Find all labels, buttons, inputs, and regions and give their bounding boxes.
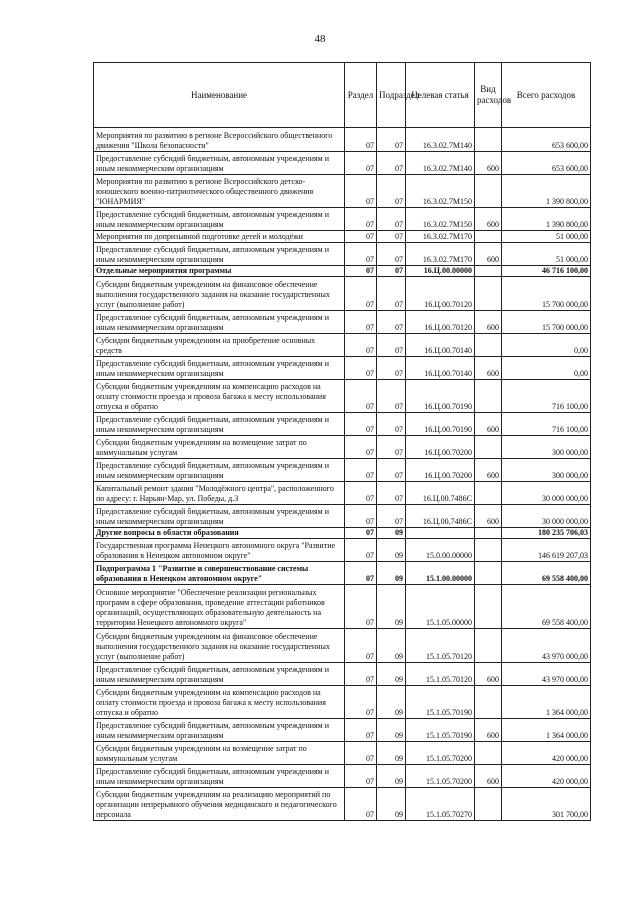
row-vid: 600 (475, 719, 502, 742)
row-name: Предоставление субсидий бюджетным, автономным учреждениям и иным некоммерческим организациям (94, 663, 345, 686)
row-amount: 46 716 100,00 (502, 266, 591, 277)
row-name: Предоставление субсидий бюджетным, автономным учреждениям и иным некоммерческим организациям (94, 413, 345, 436)
table-row (94, 128, 591, 152)
row-vid: 600 (475, 663, 502, 686)
table-row (94, 208, 591, 231)
row-razdel: 07 (345, 128, 377, 152)
row-tselevaya: 16.Ц.00.7486С (406, 482, 475, 505)
row-podrazdel: 09 (377, 585, 406, 629)
row-tselevaya: 16.3.02.7М150 (406, 175, 475, 208)
table-row (94, 243, 591, 266)
table-row (94, 629, 591, 663)
row-vid (475, 686, 502, 719)
row-amount: 51 000,00 (502, 231, 591, 243)
row-podrazdel: 09 (377, 788, 406, 821)
row-razdel: 07 (345, 585, 377, 629)
row-podrazdel: 07 (377, 243, 406, 266)
row-name: Предоставление субсидий бюджетным, автономным учреждениям и иным некоммерческим организациям (94, 311, 345, 334)
row-vid: 600 (475, 357, 502, 380)
row-tselevaya: 16.Ц.00.70120 (406, 277, 475, 311)
row-vid: 600 (475, 243, 502, 266)
row-amount: 653 600,00 (502, 152, 591, 175)
row-razdel: 07 (345, 380, 377, 413)
row-amount: 1 390 800,00 (502, 175, 591, 208)
row-name: Субсидии бюджетным учреждениям на реализацию мероприятий по организации непрерывного обучения медицинского и педагогического персонала (94, 788, 345, 821)
row-vid: 600 (475, 208, 502, 231)
row-tselevaya: 16.Ц.00.70200 (406, 459, 475, 482)
row-tselevaya: 16.Ц.00.70140 (406, 357, 475, 380)
row-amount: 51 000,00 (502, 243, 591, 266)
row-name: Государственная программа Ненецкого автономного округа "Развитие образования в Ненецком автономном округе" (94, 539, 345, 562)
row-vid (475, 334, 502, 357)
row-name: Предоставление субсидий бюджетным, автономным учреждениям и иным некоммерческим организациям (94, 243, 345, 266)
row-podrazdel: 09 (377, 663, 406, 686)
row-razdel: 07 (345, 413, 377, 436)
row-vid: 600 (475, 152, 502, 175)
table-row (94, 277, 591, 311)
header-tselevaya: Целевая статья (406, 63, 475, 128)
row-amount: 1 364 000,00 (502, 719, 591, 742)
row-vid (475, 128, 502, 152)
row-name: Субсидии бюджетным учреждениям на компенсацию расходов на оплату стоимости проезда и провоза багажа к месту использования отпуска и обратно (94, 380, 345, 413)
row-vid (475, 266, 502, 277)
row-name: Основное мероприятие "Обеспечение реализации региональных программ в сфере образования, проведение аттестации работников организаций, осуществляющих образовательную деятельность на территории Ненецкого автономного округа" (94, 585, 345, 629)
row-amount: 146 619 207,03 (502, 539, 591, 562)
row-amount: 15 700 000,00 (502, 311, 591, 334)
table-row (94, 686, 591, 719)
row-tselevaya: 16.3.02.7М170 (406, 243, 475, 266)
row-name: Предоставление субсидий бюджетным, автономным учреждениям и иным некоммерческим организациям (94, 208, 345, 231)
row-name: Предоставление субсидий бюджетным, автономным учреждениям и иным некоммерческим организациям (94, 357, 345, 380)
row-razdel: 07 (345, 663, 377, 686)
row-tselevaya: 16.Ц.00.70120 (406, 311, 475, 334)
row-podrazdel: 09 (377, 765, 406, 788)
row-amount: 300 000,00 (502, 459, 591, 482)
row-podrazdel: 07 (377, 311, 406, 334)
row-amount: 69 558 400,00 (502, 585, 591, 629)
row-razdel: 07 (345, 562, 377, 585)
row-razdel: 07 (345, 765, 377, 788)
row-podrazdel: 07 (377, 380, 406, 413)
row-razdel: 07 (345, 505, 377, 528)
row-vid: 600 (475, 765, 502, 788)
row-podrazdel: 09 (377, 528, 406, 539)
row-vid (475, 539, 502, 562)
row-amount: 716 100,00 (502, 413, 591, 436)
row-vid: 600 (475, 413, 502, 436)
row-name: Предоставление субсидий бюджетным, автономным учреждениям и иным некоммерческим организациям (94, 152, 345, 175)
table-row (94, 266, 591, 277)
header-vid: Вид расходов (475, 63, 502, 128)
row-podrazdel: 07 (377, 152, 406, 175)
row-tselevaya: 16.3.02.7М170 (406, 231, 475, 243)
header-row (94, 63, 591, 128)
row-tselevaya: 16.Ц.00.70190 (406, 380, 475, 413)
row-podrazdel: 07 (377, 208, 406, 231)
row-razdel: 07 (345, 311, 377, 334)
row-amount: 716 100,00 (502, 380, 591, 413)
row-name: Капитальный ремонт здания "Молодёжного центра", расположенного по адресу: г. Нарьян-Мар, ул. Победы, д.3 (94, 482, 345, 505)
row-amount: 43 970 000,00 (502, 629, 591, 663)
row-razdel: 07 (345, 436, 377, 459)
row-name: Мероприятия по развитию в регионе Всероссийского детско-юношеского военно-патриотического общественного движения "ЮНАРМИЯ" (94, 175, 345, 208)
row-razdel: 07 (345, 629, 377, 663)
row-podrazdel: 09 (377, 562, 406, 585)
row-tselevaya: 15.1.00.00000 (406, 562, 475, 585)
row-razdel: 07 (345, 719, 377, 742)
row-tselevaya: 15.1.05.70200 (406, 742, 475, 765)
header-vsego: Всего расходов (502, 63, 591, 128)
row-podrazdel: 07 (377, 266, 406, 277)
table-row (94, 357, 591, 380)
row-tselevaya: 15.1.05.70120 (406, 663, 475, 686)
table-row (94, 482, 591, 505)
row-name: Субсидии бюджетным учреждениям на возмещение затрат по коммунальным услугам (94, 436, 345, 459)
row-name: Подпрограмма 1 "Развитие и совершенствование системы образования в Ненецком автономном округе" (94, 562, 345, 585)
header-name: Наименование (94, 63, 345, 128)
row-name: Предоставление субсидий бюджетным, автономным учреждениям и иным некоммерческим организациям (94, 719, 345, 742)
row-name: Субсидии бюджетным учреждениям на приобретение основных средств (94, 334, 345, 357)
row-razdel: 07 (345, 277, 377, 311)
row-podrazdel: 09 (377, 629, 406, 663)
row-razdel: 07 (345, 175, 377, 208)
row-amount: 301 700,00 (502, 788, 591, 821)
row-amount: 1 364 000,00 (502, 686, 591, 719)
row-tselevaya: 16.Ц.00.7486С (406, 505, 475, 528)
row-tselevaya (406, 528, 475, 539)
row-vid: 600 (475, 311, 502, 334)
table-row (94, 334, 591, 357)
row-name: Предоставление субсидий бюджетным, автономным учреждениям и иным некоммерческим организациям (94, 459, 345, 482)
row-podrazdel: 07 (377, 436, 406, 459)
row-podrazdel: 07 (377, 482, 406, 505)
row-vid (475, 742, 502, 765)
row-podrazdel: 07 (377, 277, 406, 311)
table-row (94, 765, 591, 788)
row-name: Предоставление субсидий бюджетным, автономным учреждениям и иным некоммерческим организациям (94, 765, 345, 788)
table-row (94, 380, 591, 413)
row-name: Мероприятия по развитию в регионе Всероссийского общественного движения "Школа безопасности" (94, 128, 345, 152)
row-razdel: 07 (345, 788, 377, 821)
row-amount: 43 970 000,00 (502, 663, 591, 686)
table-row (94, 585, 591, 629)
row-razdel: 07 (345, 266, 377, 277)
row-podrazdel: 07 (377, 505, 406, 528)
row-razdel: 07 (345, 357, 377, 380)
row-tselevaya: 15.1.05.00000 (406, 585, 475, 629)
table-body (94, 128, 591, 821)
page-number: 48 (314, 33, 326, 45)
row-vid (475, 277, 502, 311)
row-vid (475, 175, 502, 208)
row-razdel: 07 (345, 528, 377, 539)
row-podrazdel: 07 (377, 128, 406, 152)
row-tselevaya: 16.Ц.00.00000 (406, 266, 475, 277)
row-amount: 653 600,00 (502, 128, 591, 152)
row-podrazdel: 07 (377, 459, 406, 482)
row-podrazdel: 07 (377, 413, 406, 436)
row-name: Субсидии бюджетным учреждениям на возмещение затрат по коммунальным услугам (94, 742, 345, 765)
row-tselevaya: 15.1.05.70200 (406, 765, 475, 788)
row-amount: 1 390 800,00 (502, 208, 591, 231)
table-row (94, 788, 591, 821)
row-tselevaya: 15.0.00.00000 (406, 539, 475, 562)
row-tselevaya: 16.Ц.00.70140 (406, 334, 475, 357)
row-amount: 300 000,00 (502, 436, 591, 459)
row-tselevaya: 15.1.05.70190 (406, 719, 475, 742)
row-razdel: 07 (345, 231, 377, 243)
row-tselevaya: 16.Ц.00.70190 (406, 413, 475, 436)
table-row (94, 459, 591, 482)
row-name: Отдельные мероприятия программы (94, 266, 345, 277)
row-podrazdel: 09 (377, 539, 406, 562)
row-tselevaya: 15.1.05.70270 (406, 788, 475, 821)
row-podrazdel: 07 (377, 175, 406, 208)
row-name: Субсидии бюджетным учреждениям на компенсацию расходов на оплату стоимости проезда и провоза багажа к месту использования отпуска и обратно (94, 686, 345, 719)
row-name: Мероприятия по допризывной подготовке детей и молодёжи (94, 231, 345, 243)
row-vid (475, 482, 502, 505)
table-row (94, 413, 591, 436)
row-vid: 600 (475, 505, 502, 528)
table-row (94, 505, 591, 528)
row-name: Субсидии бюджетным учреждениям на финансовое обеспечение выполнения государственного задания на оказание государственных услуг (выполнение работ) (94, 629, 345, 663)
row-tselevaya: 16.Ц.00.70200 (406, 436, 475, 459)
row-vid (475, 528, 502, 539)
row-vid (475, 788, 502, 821)
row-podrazdel: 07 (377, 334, 406, 357)
row-amount: 69 558 400,00 (502, 562, 591, 585)
row-tselevaya: 15.1.05.70190 (406, 686, 475, 719)
row-name: Субсидии бюджетным учреждениям на финансовое обеспечение выполнения государственного задания на оказание государственных услуг (выполнение работ) (94, 277, 345, 311)
budget-table (93, 62, 591, 821)
header-podrazdel: Подраздел (377, 63, 406, 128)
table-row (94, 562, 591, 585)
table-row (94, 742, 591, 765)
table-row (94, 719, 591, 742)
row-vid (475, 436, 502, 459)
row-tselevaya: 16.3.02.7М150 (406, 208, 475, 231)
table-row (94, 528, 591, 539)
row-tselevaya: 15.1.05.70120 (406, 629, 475, 663)
row-amount: 420 000,00 (502, 765, 591, 788)
row-vid (475, 231, 502, 243)
row-vid (475, 585, 502, 629)
row-tselevaya: 16.3.02.7М140 (406, 152, 475, 175)
row-amount: 0,00 (502, 357, 591, 380)
row-name: Предоставление субсидий бюджетным, автономным учреждениям и иным некоммерческим организациям (94, 505, 345, 528)
row-podrazdel: 07 (377, 357, 406, 380)
row-razdel: 07 (345, 208, 377, 231)
table-row (94, 436, 591, 459)
row-vid: 600 (475, 459, 502, 482)
row-amount: 0,00 (502, 334, 591, 357)
row-razdel: 07 (345, 539, 377, 562)
table-row (94, 231, 591, 243)
row-vid (475, 380, 502, 413)
row-vid (475, 562, 502, 585)
row-amount: 15 700 000,00 (502, 277, 591, 311)
row-razdel: 07 (345, 742, 377, 765)
row-razdel: 07 (345, 459, 377, 482)
row-podrazdel: 09 (377, 742, 406, 765)
row-amount: 420 000,00 (502, 742, 591, 765)
table-row (94, 311, 591, 334)
row-amount: 180 235 706,03 (502, 528, 591, 539)
row-razdel: 07 (345, 482, 377, 505)
table-row (94, 539, 591, 562)
row-razdel: 07 (345, 243, 377, 266)
row-name: Другие вопросы в области образования (94, 528, 345, 539)
header-razdel: Раздел (345, 63, 377, 128)
row-amount: 30 000 000,00 (502, 505, 591, 528)
row-podrazdel: 07 (377, 231, 406, 243)
row-vid (475, 629, 502, 663)
row-podrazdel: 09 (377, 719, 406, 742)
row-razdel: 07 (345, 152, 377, 175)
row-razdel: 07 (345, 686, 377, 719)
row-tselevaya: 16.3.02.7М140 (406, 128, 475, 152)
row-amount: 30 000 000,00 (502, 482, 591, 505)
table-row (94, 663, 591, 686)
row-podrazdel: 09 (377, 686, 406, 719)
row-razdel: 07 (345, 334, 377, 357)
table-row (94, 152, 591, 175)
table-row (94, 175, 591, 208)
